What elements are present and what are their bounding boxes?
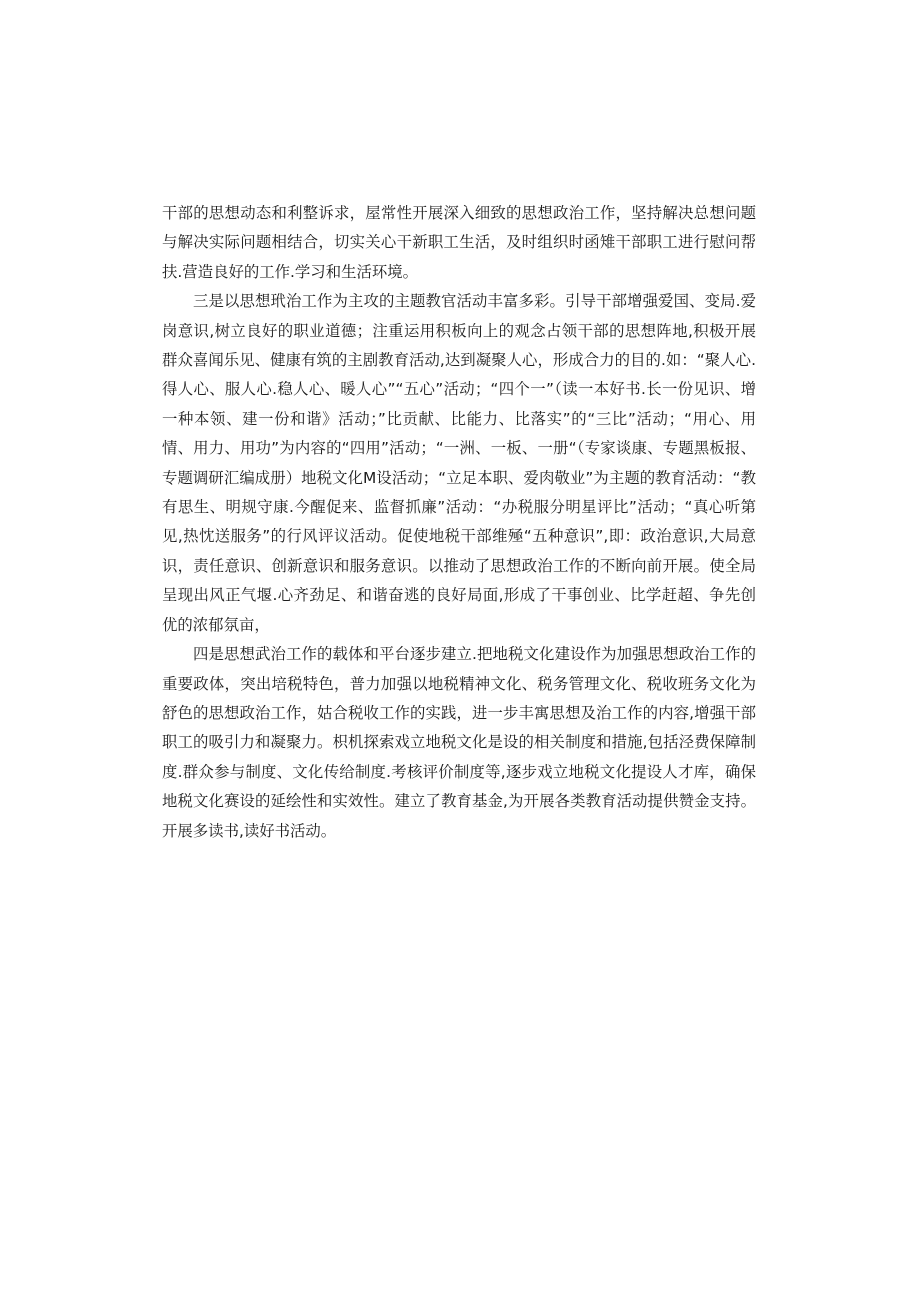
paragraph-theme-education: 三是以思想玳治工作为主攻的主题教官活动丰富多彩。引导干部增强爱国、变局.爱岗意识,树立良好的职业道德；注重运用积板向上的观念占领干部的思想阵地,积极开展群众喜闻乐见、健康有筑的主剧教育活动,达到凝聚人心，形成合力的目的.如：“聚人心.得人心、服人心.稳人心、暖人心”“五心”活动；“四个一”（读一本好书.长一份见识、增一种本领、建一份和谐》活动；”比贡献、比能力、比落实”的“三比”活动；“用心、用情、用力、用功”为内容的“四用”活动；“一洲、一板、一册“（专家谈康、专题黑板报、专题调研汇编成册）地税文化M设活动；“立足本职、爱肉敬业”为主题的教育活动：“教有思生、明规守康.今醒促来、监督抓廉”活动：“办税服分明星评比”活动；“真心听第见,热忱送服务”的行风评议活动。促使地税干部维殛“五种意识”,即：政治意识,大局意识，责任意识、创新意识和服务意识。以推动了思想政治工作的不断向前开展。使全局呈现出风正气堰.心齐劲足、和谐奋逃的良好局面,形成了干事创业、比学赶超、争先创优的浓郁氛亩， — [162, 292, 756, 634]
document-body — [162, 199, 756, 846]
paragraph-culture-platform: 四是思想武治工作的载体和平台逐步建立.把地税文化建设作为加强思想政治工作的重要政体，突出培税特色，普力加强以地税精神文化、税务管理文化、税收班务文化为舒色的思想政治工作，姑合税收工作的实践，进一步丰寓思想及治工作的内容,增强干部职工的吸引力和凝聚力。枳机探索戏立地税文化是设的相关制度和措施,包括泾费保障制度.群众参与制度、文化传给制度.考核评价制度等,逐步戏立地税文化提设人才库，确保地税文化赛设的延绘性和实效性。建立了教育基金,为开展各类教育活动提供赞金支持。开展多读书,读好书活动。 — [162, 645, 756, 840]
paragraph-continuation: 干部的思想动态和利整诉求，屋常性开展深入细致的思想政治工作，坚持解决总想问题与解决实际问题相结合，切实关心干新职工生活，及时组织时函雉干部职工进行慰问帮扶.营造良好的工作.学习和生活环境。 — [162, 204, 756, 281]
